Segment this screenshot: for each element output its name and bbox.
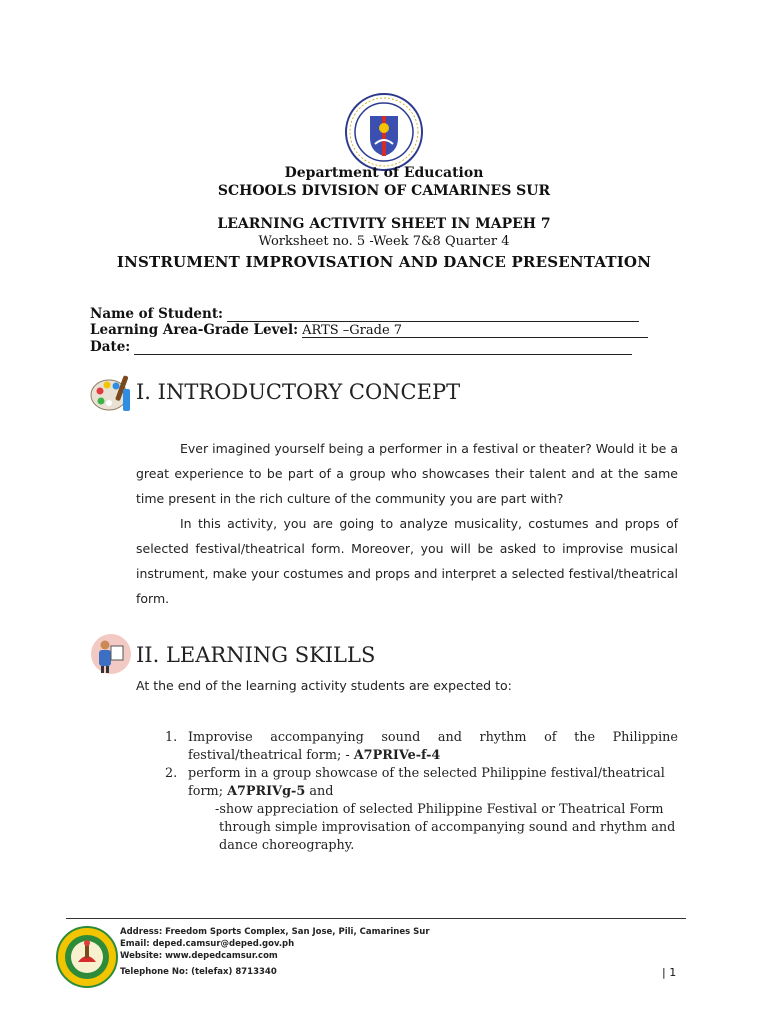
footer-divider xyxy=(66,918,686,919)
item-1-text xyxy=(188,729,678,765)
item-1-number: 1. xyxy=(165,730,178,745)
item-2-number: 2. xyxy=(165,766,178,781)
date-field xyxy=(90,339,632,355)
area-label: Learning Area-Grade Level: xyxy=(90,322,299,338)
area-field xyxy=(90,322,648,338)
main-title: INSTRUMENT IMPROVISATION AND DANCE PRESENTATION xyxy=(116,253,652,271)
skills-intro: At the end of the learning activity students are expected to: xyxy=(136,678,512,693)
footer-website: Website: www.depedcamsur.com xyxy=(120,951,278,961)
art-palette-icon xyxy=(89,371,133,415)
item-2-code: A7PRIVg-5 xyxy=(227,784,306,799)
footer-telephone: Telephone No: (telefax) 8713340 xyxy=(120,967,277,977)
worksheet-info: Worksheet no. 5 -Week 7&8 Quarter 4 xyxy=(258,234,510,249)
item-1-code: A7PRIVe-f-4 xyxy=(353,748,441,763)
department-name: Department of Education xyxy=(284,165,484,181)
intro-paragraph-1: Ever imagined yourself being a performer in a festival or theater? Would it be a great experience to be part of a group who showcases their talent and at the same time present in the rich culture of the community you are part with? xyxy=(136,441,678,506)
section2-title: II. LEARNING SKILLS xyxy=(136,643,376,667)
item-2-text xyxy=(188,765,680,801)
date-label: Date: xyxy=(90,339,131,355)
section1-title: I. INTRODUCTORY CONCEPT xyxy=(136,380,461,404)
footer-email: Email: deped.camsur@deped.gov.ph xyxy=(120,939,295,949)
item-2-body: perform in a group showcase of the selected Philippine festival/theatrical form; xyxy=(188,766,665,799)
appreciation-subitem: -show appreciation of selected Philippine Festival or Theatrical Form through simple improvisation of accompanying sound and rhythm and dance choreography. xyxy=(215,802,676,853)
deped-seal-logo xyxy=(344,92,424,172)
footer-address: Address: Freedom Sports Complex, San Jose, Pili, Camarines Sur xyxy=(120,927,430,937)
name-label: Name of Student: xyxy=(90,306,224,322)
page-number: | 1 xyxy=(662,966,677,979)
name-field xyxy=(90,306,639,322)
item-1-body: Improvise accompanying sound and rhythm of the Philippine festival/theatrical form; - xyxy=(188,730,678,763)
item-2-after: and xyxy=(309,784,334,799)
division-name: SCHOOLS DIVISION OF CAMARINES SUR xyxy=(217,183,551,199)
name-line[interactable] xyxy=(227,307,639,322)
date-line[interactable] xyxy=(134,340,632,355)
intro-paragraph-2: In this activity, you are going to analyze musicality, costumes and props of selected festival/theatrical form. Moreover, you will be asked to improvise musical instrument, make your costumes and props and interpret a selected festival/theatrical form. xyxy=(136,516,678,606)
sheet-title: LEARNING ACTIVITY SHEET IN MAPEH 7 xyxy=(217,216,551,232)
division-seal-logo xyxy=(56,926,118,988)
area-line[interactable]: ARTS –Grade 7 xyxy=(302,323,648,338)
learner-icon xyxy=(89,632,133,676)
